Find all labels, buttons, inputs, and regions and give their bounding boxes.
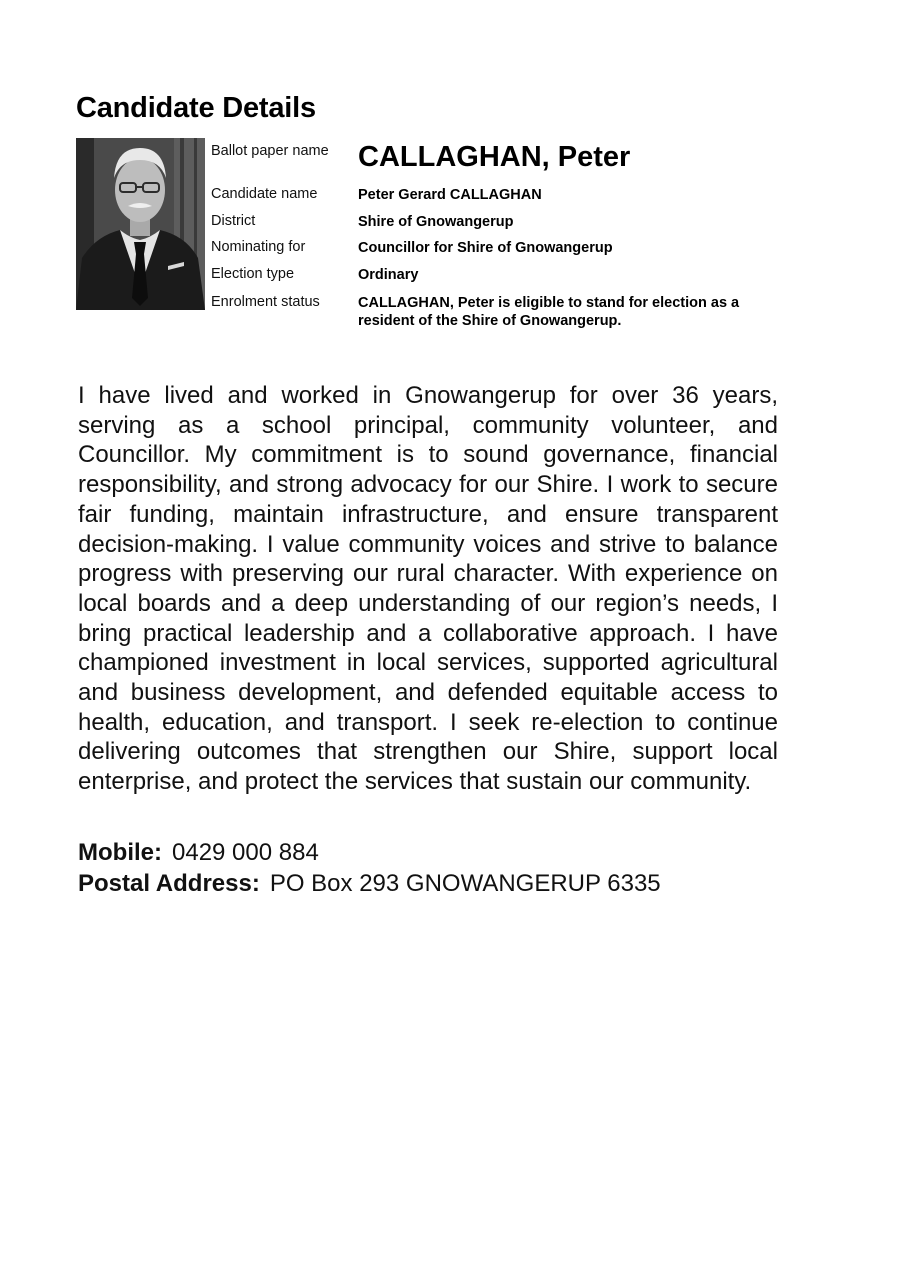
candidate-name-value: Peter Gerard CALLAGHAN — [358, 187, 542, 203]
nominating-for-label: Nominating for — [211, 239, 306, 255]
enrolment-status-value: CALLAGHAN, Peter is eligible to stand for election as a resident of the Shire of Gnowangerup. — [358, 295, 740, 329]
election-type-label: Election type — [211, 266, 295, 282]
district-label: District — [211, 213, 256, 229]
postal-address-value: PO Box 293 GNOWANGERUP 6335 — [269, 870, 661, 897]
contact-postal-address — [78, 869, 838, 899]
nominating-for-value: Councillor for Shire of Gnowangerup — [358, 240, 613, 256]
candidate-photo — [76, 138, 205, 310]
candidate-name-label: Candidate name — [211, 186, 318, 202]
district-value: Shire of Gnowangerup — [358, 214, 514, 230]
page-title: Candidate Details — [76, 92, 316, 124]
candidate-statement: I have lived and worked in Gnowangerup for over 36 years, serving as a school principal, community volunteer, and Councillor. My commitment is to sound governance, financial responsibility, and strong advocacy for our Shire. I work to secure fair funding, maintain infrastructure, and ensure transparent decision-making. I value community voices and strive to balance progress with preserving our rural character. With experience on local boards and a deep understanding of our region’s needs, I bring practical leadership and a collaborative approach. I have championed investment in local services, supported agricultural and business development, and defended equitable access to health, education, and transport. I seek re-election to continue delivering outcomes that strengthen our Shire, support local enterprise, and protect the services that sustain our community. — [78, 382, 778, 796]
enrolment-status-label: Enrolment status — [211, 294, 320, 310]
election-type-value: Ordinary — [358, 267, 419, 283]
ballot-name-value: CALLAGHAN, Peter — [358, 141, 631, 173]
mobile-value: 0429 000 884 — [172, 839, 319, 866]
mobile-label: Mobile: — [78, 839, 162, 866]
candidate-portrait-image — [76, 138, 205, 310]
ballot-name-label: Ballot paper name — [211, 143, 329, 159]
contact-mobile — [78, 838, 838, 868]
postal-address-label: Postal Address: — [78, 870, 260, 897]
